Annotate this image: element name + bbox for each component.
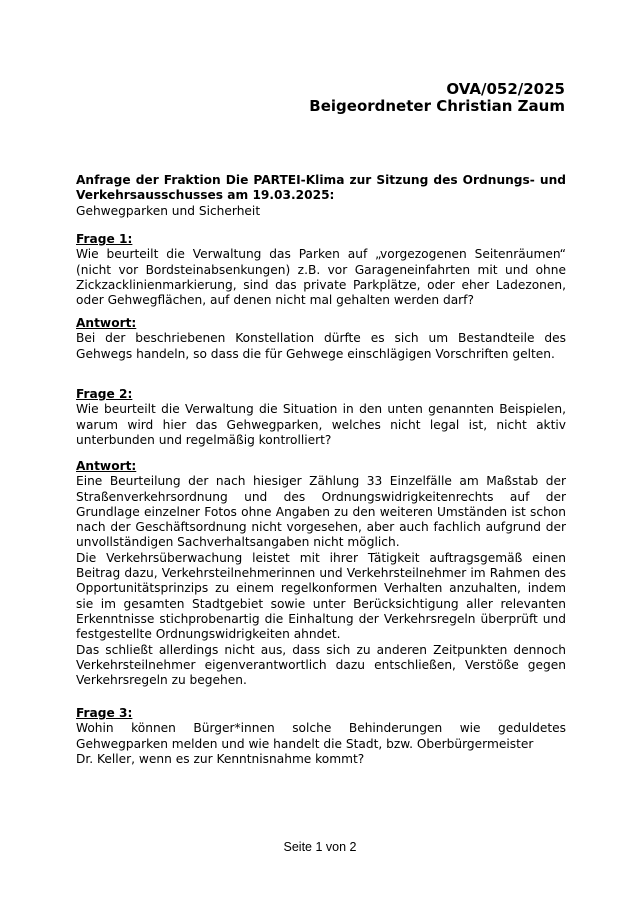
question-3 (76, 706, 566, 767)
answer-2-paragraph-2: Die Verkehrsüberwachung leistet mit ihrer Tätigkeit auftragsgemäß einen Beitrag dazu, Verkehrsteilnehmerinnen und Verkehrsteilnehmer im Rahmen des Opportunitätsprinzips zu einem regelkonformen Verhalten anzuhalten, indem sie im gesamten Stadtgebiet sowie unter Berücksichtigung aller relevanten Erkenntnisse stichprobenartig die Einhaltung der Verkehrsregeln überprüft und festgestellte Ordnungswidrigkeiten ahndet. (76, 550, 566, 642)
question-1 (76, 232, 566, 308)
page-number: Seite 1 von 2 (283, 840, 357, 854)
question-3-label: Frage 3: (76, 706, 133, 720)
question-1-text: Wie beurteilt die Verwaltung das Parken auf „vorgezogenen Seitenräumen“ (nicht vor Bordsteinabsenkungen) z.B. vor Garageneinfahrten mit und ohne Zickzacklinienmarkierung, sind das private Parkplätze, oder eher Ladezonen, oder Gehwegflächen, auf denen nicht mal gehalten werden darf? (76, 247, 566, 308)
answer-2-paragraph-1: Eine Beurteilung der nach hiesiger Zählung 33 Einzelfälle am Maßstab der Straßenverkehrsordnung und des Ordnungswidrigkeitenrechts auf der Grundlage einzelner Fotos ohne Angaben zu den weiteren Umständen ist schon nach der Geschäftsordnung nicht vorgesehen, aber auch fachlich aufgrund der unvollständigen Sachverhaltsangaben nicht möglich. (76, 474, 566, 550)
request-subject: Gehwegparken und Sicherheit (76, 203, 261, 218)
answer-1-text: Bei der beschriebenen Konstellation dürfte es sich um Bestandteile des Gehwegs handeln, so dass die für Gehwege einschlägigen Vorschriften gelten. (76, 331, 566, 361)
question-2-text: Wie beurteilt die Verwaltung die Situation in den unten genannten Beispielen, warum wird hier das Gehwegparken, welches nicht legal ist, nicht aktiv unterbunden und regelmäßig kontrolliert? (76, 402, 566, 447)
question-1-label: Frage 1: (76, 232, 133, 246)
answer-2-label: Antwort: (76, 459, 137, 473)
answer-2 (76, 459, 566, 688)
question-2-label: Frage 2: (76, 387, 133, 401)
answer-1-label: Antwort: (76, 316, 137, 330)
reference-number: OVA/052/2025 (446, 80, 565, 98)
request-title: Anfrage der Fraktion Die PARTEI-Klima zur Sitzung des Ordnungs- und Verkehrsausschusses am 19.03.2025: (76, 173, 566, 203)
question-3-line-1: Wohin können Bürger*innen solche Behinderungen wie geduldetes Gehwegparken melden und wie handelt die Stadt, bzw. Oberbürgermeister (76, 721, 566, 751)
answer-2-paragraph-3: Das schließt allerdings nicht aus, dass sich zu anderen Zeitpunkten dennoch Verkehrsteilnehmer eigenverantwortlich dazu entschließen, Verstöße gegen Verkehrsregeln zu begehen. (76, 642, 566, 688)
question-2 (76, 387, 566, 448)
official-name: Beigeordneter Christian Zaum (309, 97, 565, 115)
request-block (76, 173, 566, 219)
question-3-line-2: Dr. Keller, wenn es zur Kenntnisnahme kommt? (76, 751, 365, 766)
answer-1 (76, 316, 566, 362)
